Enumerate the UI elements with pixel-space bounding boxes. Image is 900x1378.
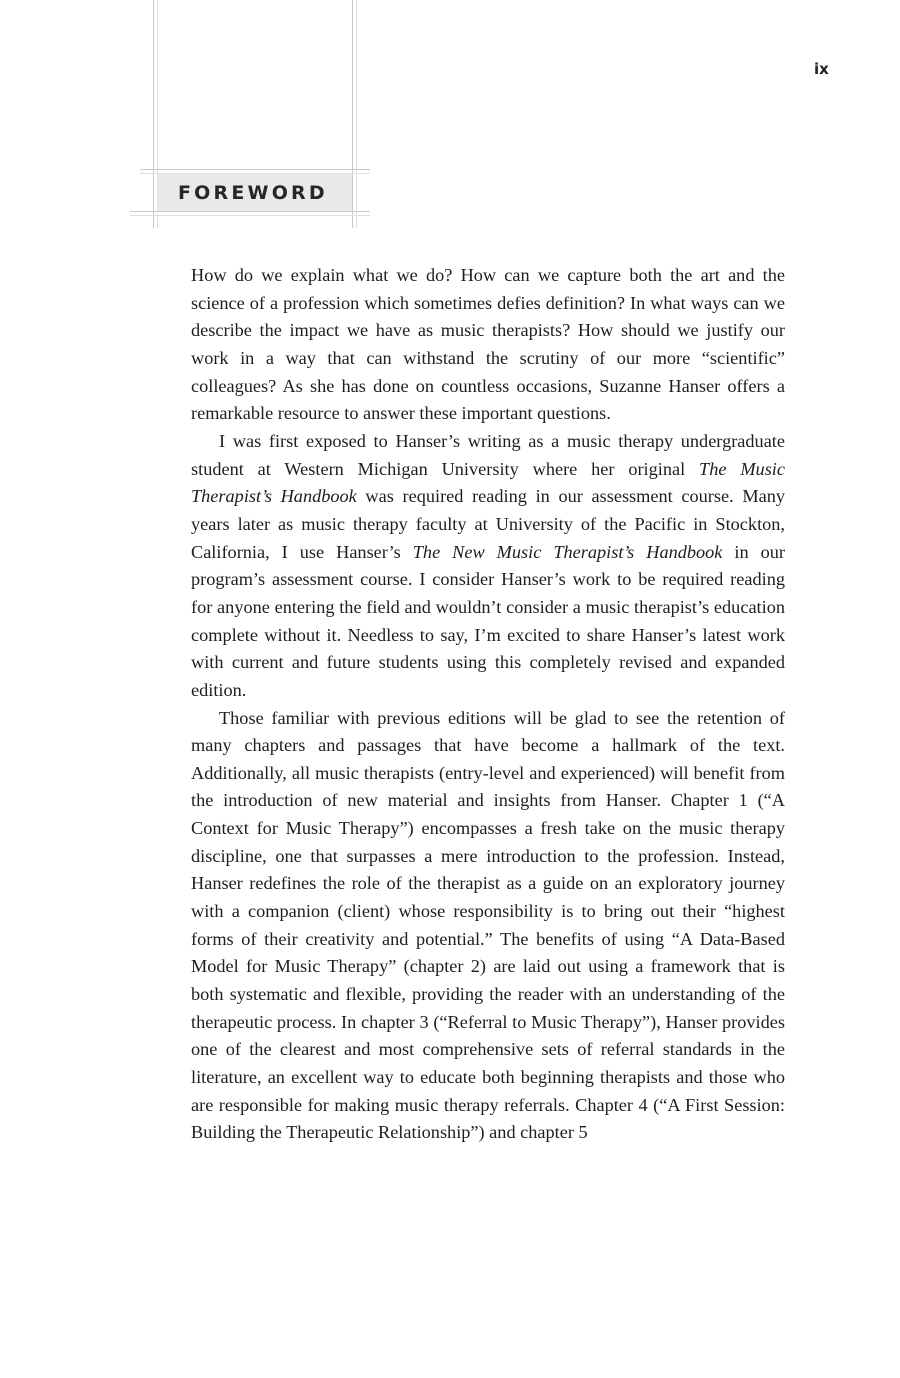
- frame-line: [356, 0, 357, 228]
- book-title-text: The Music Therapist’s Handbook: [191, 458, 785, 507]
- book-title-text: The New Music Therapist’s Handbook: [412, 541, 723, 562]
- paragraph-text: was required reading in our assessment course. Many years later as music therapy faculty at University of the Pacific in Stockton, California, I use Hanser’s: [191, 486, 785, 562]
- frame-line: [130, 215, 370, 216]
- paragraph-text: Those familiar with previous editions will be glad to see the retention of many chapters and passages that have become a hallmark of the text. Additionally, all music therapists (entry-level and experienced) will benefit from the introduction of new material and insights from Hanser. Chapter 1 (“A Context for Music Therapy”) encompasses a fresh take on the music therapy discipline, one that surpasses a mere introduction to the profession. Instead, Hanser redefines the role of the therapist as a guide on an exploratory journey with a companion (client) whose responsibility is to bring out their “highest forms of their creativity and potential.” The benefits of using “A Data-Based Model for Music Therapy” (chapter 2) are laid out using a framework that is both systematic and flexible, providing the reader with an understanding of the therapeutic process. In chapter 3 (“Referral to Music Therapy”), Hanser provides one of the clearest and most comprehensive sets of referral standards in the literature, an excellent way to educate both beginning therapists and those who are responsible for making music therapy referrals. Chapter 4 (“A First Session: Building the Therapeutic Relationship”) and chapter 5: [191, 707, 785, 1143]
- paragraph-text: in our program’s assessment course. I consider Hanser’s work to be required reading for anyone entering the field and wouldn’t consider a music therapist’s education complete without it. Needless to say, I’m excited to share Hanser’s latest work with current and future students using this completely revised and expanded edition.: [191, 541, 786, 700]
- body-text: [191, 262, 785, 1147]
- paragraph-2: [191, 428, 785, 705]
- frame-line: [130, 211, 370, 212]
- paragraph-text: I was first exposed to Hanser’s writing as a music therapy undergraduate student at Western Michigan University where her original: [191, 430, 785, 479]
- page-number: ix: [814, 60, 829, 78]
- frame-line: [140, 169, 370, 170]
- paragraph-3: [191, 705, 785, 1148]
- paragraph-1: [191, 262, 785, 428]
- frame-line: [352, 0, 353, 228]
- paragraph-text: How do we explain what we do? How can we capture both the art and the science of a profession which sometimes defies definition? In what ways can we describe the impact we have as music therapists? How should we justify our work in a way that can withstand the scrutiny of our more “scientific” colleagues? As she has done on countless occasions, Suzanne Hanser offers a remarkable resource to answer these important questions.: [191, 265, 785, 424]
- frame-line: [153, 0, 154, 228]
- section-title: FOREWORD: [178, 182, 328, 204]
